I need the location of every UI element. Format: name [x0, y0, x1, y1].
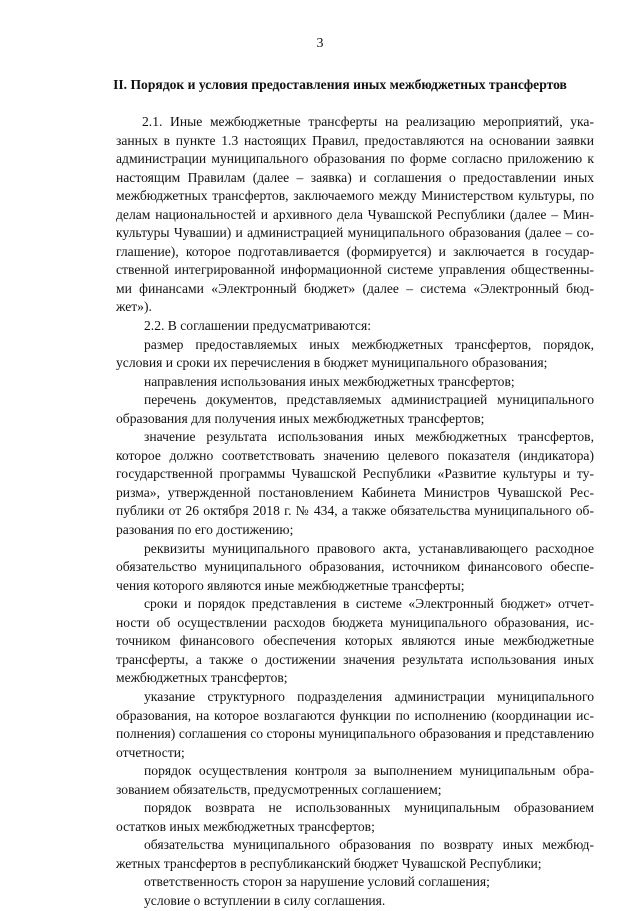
list-item-result-value: значение результата использования иных межбюджетных трансфертов, которое должно соответствовать значению целевого показателя (индикатора) государственной программы Чувашской Республики «Развитие культуры и туризма», утвержденной постановлением Кабинета Министров Чувашской Республики от 26 октября 2018 г. № 434, а также обязательства муниципального образования по его достижению;	[116, 429, 594, 538]
list-item-entry-into-force: условие о вступлении в силу соглашения.	[144, 892, 386, 908]
list-item-control: порядок осуществления контроля за выполнением муниципальным образованием обязательств, предусмотренных соглашением;	[116, 763, 594, 797]
section-title: II. Порядок и условия предоставления иных межбюджетных трансфертов	[113, 77, 567, 92]
list-item-liability: ответственность сторон за нарушение условий соглашения;	[144, 874, 490, 890]
list-item-legal-act: реквизиты муниципального правового акта, устанавливающего расходное обязательство муниципального образования, источником финансового обеспечения которого являются иные межбюджетные трансферты;	[116, 540, 594, 593]
list-item-amount: размер предоставляемых иных межбюджетных трансфертов, порядок, условия и сроки их перечисления в бюджет муниципального образования;	[116, 336, 594, 371]
paragraph-2-1: 2.1. Иные межбюджетные трансферты на реализацию мероприятий, указанных в пункте 1.3 настоящих Правил, предоставляются на основании заявки администрации муниципального образования по форме согласно приложению к настоящим Правилам (далее – заявка) и соглашения о предоставлении иных межбюджетных трансфертов, заключаемого между Министерством культуры, по делам национальностей и архивного дела Чувашской Республики (далее – Минкультуры Чувашии) и администрацией муниципального образования (далее – соглашение), которое подготавливается (формируется) и заключается в государственной интегрированной информационной системе управления общественными финансами «Электронный бюджет» (далее – система «Электронный бюджет»).	[116, 114, 594, 315]
list-item-documents: перечень документов, представляемых администрацией муниципального образования для получения иных межбюджетных трансфертов;	[116, 392, 594, 426]
list-item-responsible-unit: указание структурного подразделения администрации муниципального образования, на которое возлагаются функции по исполнению (координации исполнения) соглашения со стороны муниципального образования и представлению отчетности;	[116, 688, 594, 760]
list-item-directions: направления использования иных межбюджетных трансфертов;	[144, 373, 515, 389]
paragraph-2-2: 2.2. В соглашении предусматриваются:	[144, 318, 371, 334]
body-text	[116, 113, 594, 911]
page-number: 3	[316, 36, 324, 51]
list-item-return-procedure: порядок возврата не использованных муниципальным образованием остатков иных межбюджетных трансфертов;	[116, 800, 594, 834]
list-item-reporting: сроки и порядок представления в системе «Электронный бюджет» отчетности об осуществлении расходов бюджета муниципального образования, источником финансового обеспечения которых являются иные межбюджетные трансферты, а также о достижении значения результата использования иных межбюджетных трансфертов;	[116, 596, 594, 686]
list-item-return-obligations: обязательства муниципального образования по возврату иных межбюджетных трансфертов в республиканский бюджет Чувашской Республики;	[116, 837, 594, 871]
